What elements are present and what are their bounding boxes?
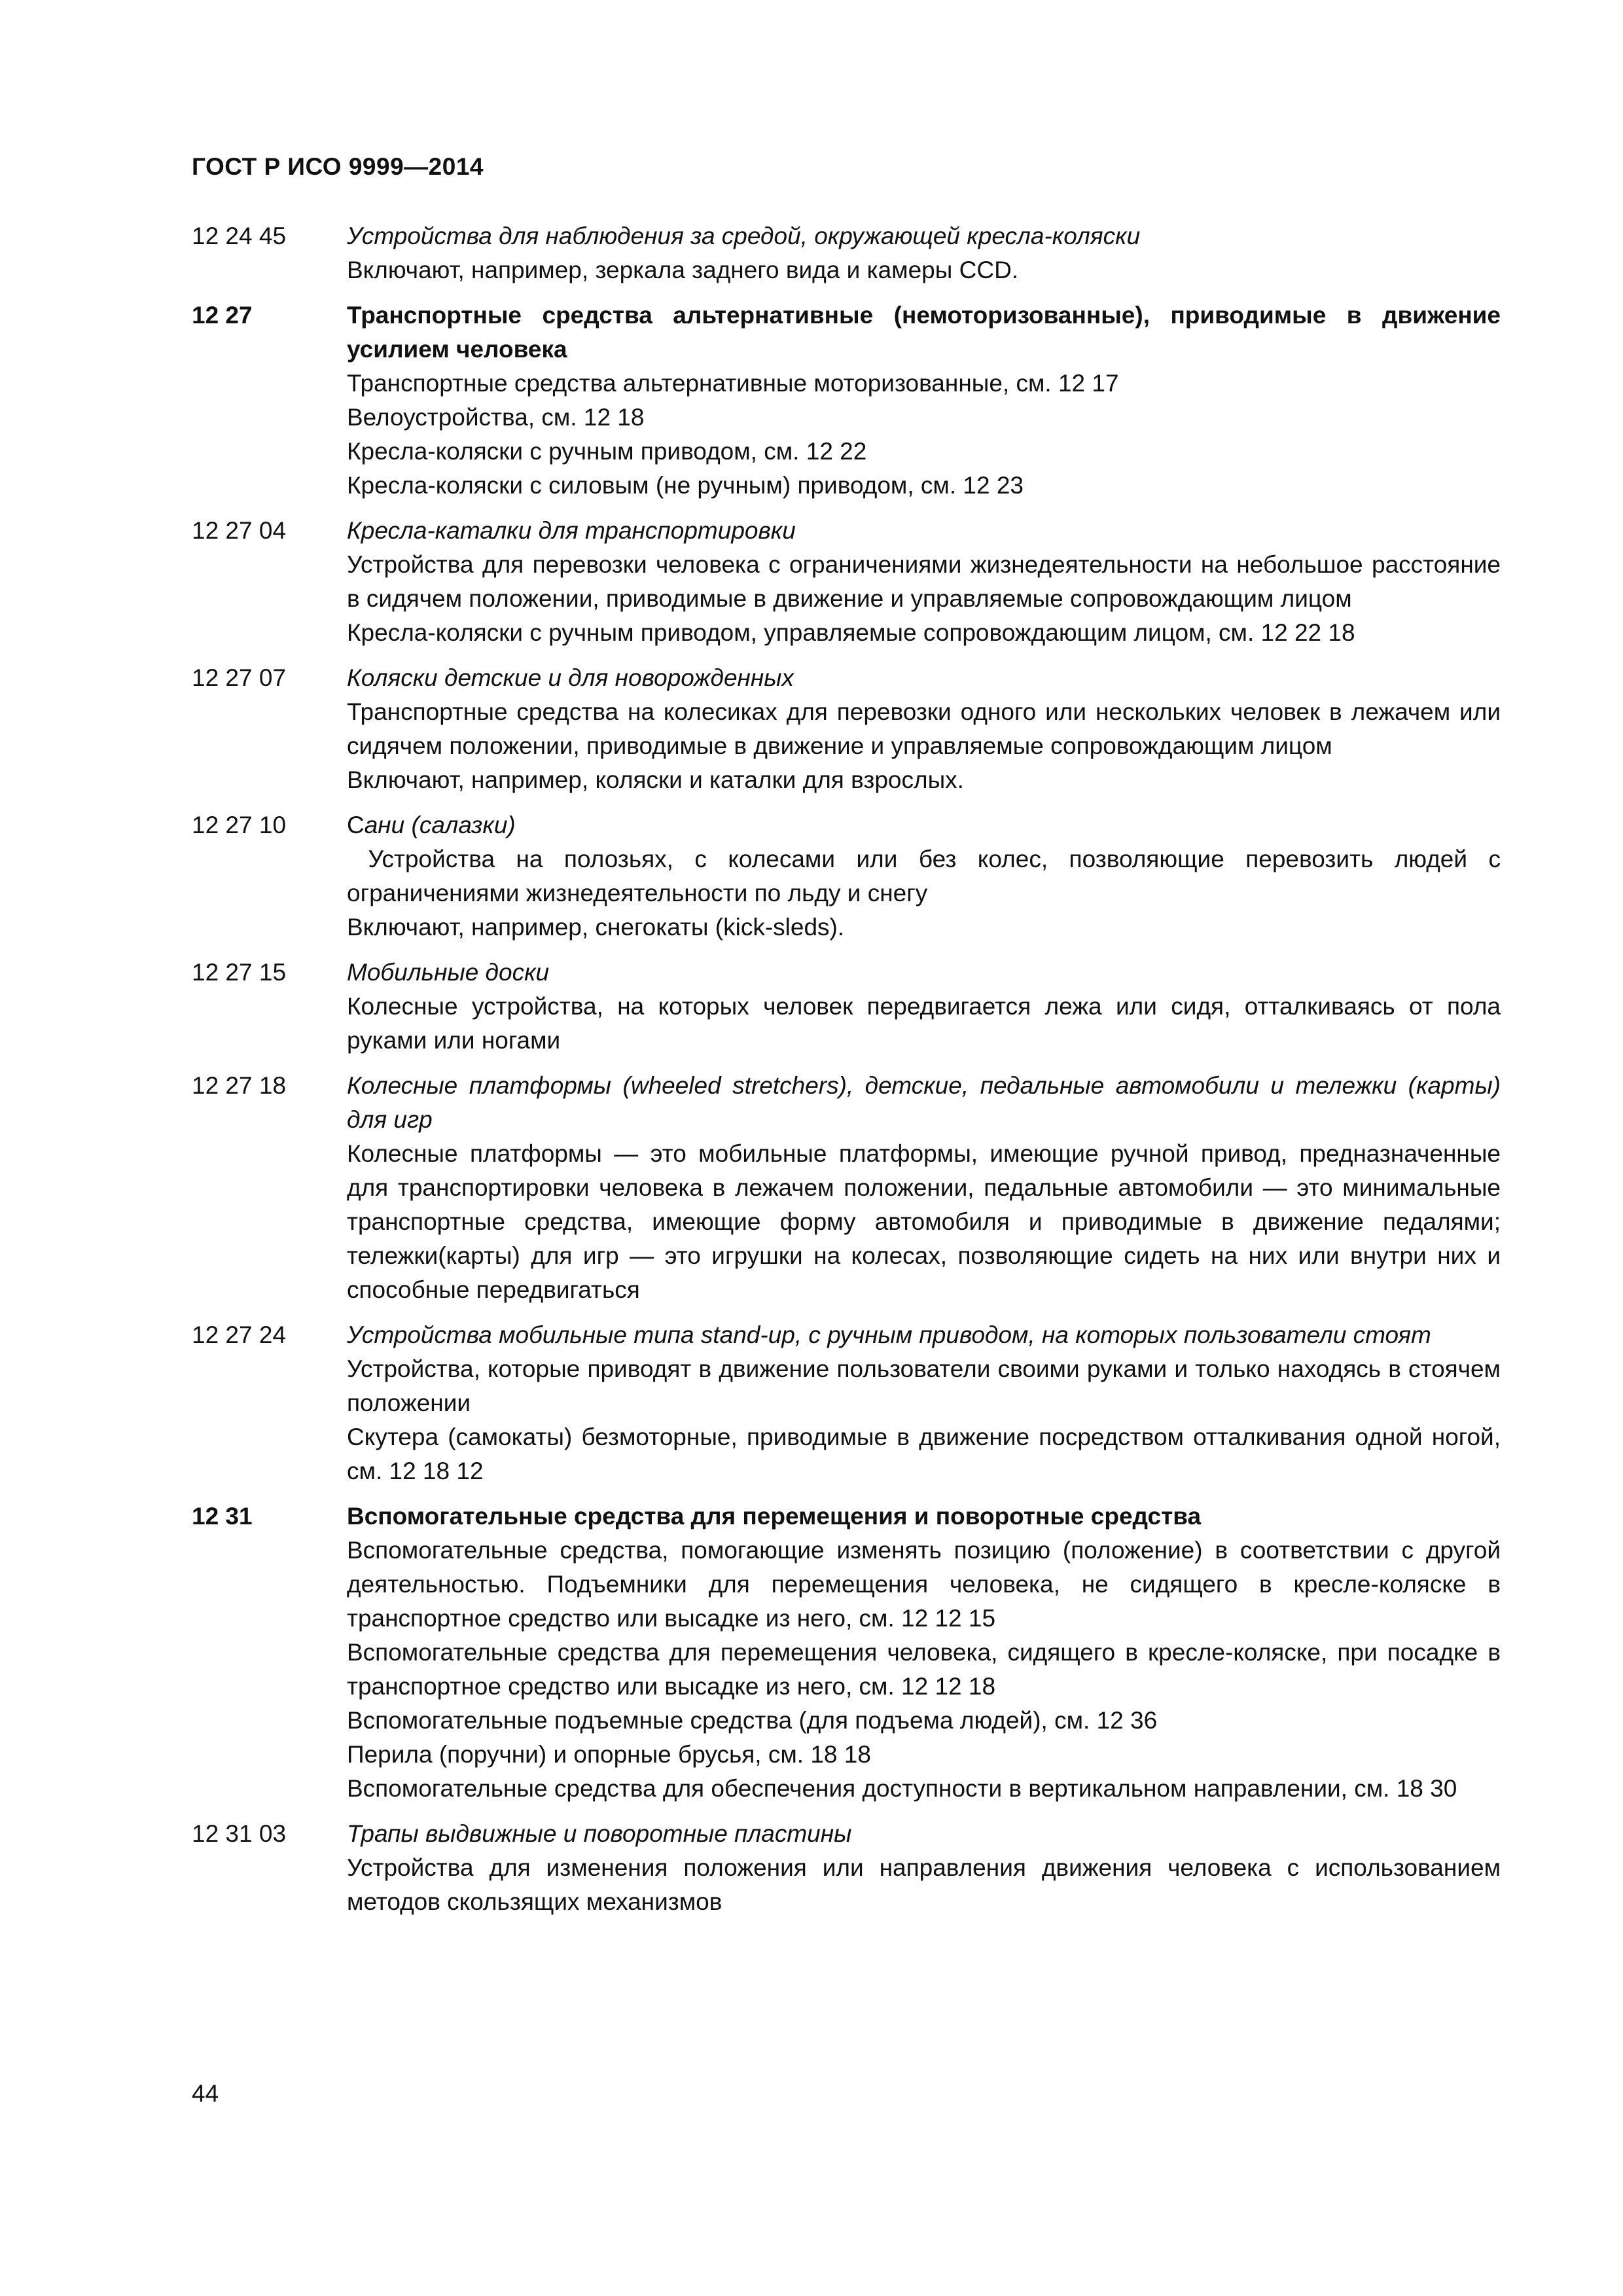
entry-body	[347, 1318, 1501, 1488]
entry-12-27-07	[192, 661, 1501, 797]
entry-12-24-45	[192, 219, 1501, 287]
entry-title-prefix: С	[347, 812, 365, 838]
entry-title: Коляски детские и для новорожденных	[347, 664, 794, 691]
entry-body	[347, 956, 1501, 1058]
entry-12-27-18	[192, 1069, 1501, 1307]
entry-12-31-03	[192, 1817, 1501, 1919]
entry-12-27-10	[192, 808, 1508, 944]
entry-text: Колесные устройства, на которых человек передвигается лежа или сидя, отталкиваясь от пола руками или ногами	[347, 993, 1501, 1054]
entry-body	[347, 514, 1501, 650]
entry-12-27	[192, 298, 1501, 503]
entry-title: Колесные платформы (wheeled stretchers), детские, педальные автомобили и тележки (карты) для игр	[347, 1072, 1501, 1133]
entry-text: Вспомогательные средства, помогающие изменять позицию (положение) в соответствии с другой деятельностью. Подъемники для перемещения человека, не сидящего в кресле-коляске в транспортное средство или высадке из него, см. 12 12 15	[347, 1537, 1501, 1632]
entry-title: Кресла-каталки для транспортировки	[347, 517, 796, 544]
entry-code: 12 27 24	[192, 1321, 287, 1348]
entry-text: Кресла-коляски с ручным приводом, см. 12 22	[347, 438, 867, 465]
entry-title-rest: ани (салазки)	[364, 812, 516, 838]
entry-text: Устройства на полозьях, с колесами или без колес, позволяющие перевозить людей с ограничениями жизнедеятельности по льду и снегу	[347, 846, 1508, 906]
entry-text: Вспомогательные средства для обеспечения доступности в вертикальном направлении, см. 18 30	[347, 1775, 1457, 1802]
entry-code: 12 24 45	[192, 223, 287, 249]
entry-body	[347, 219, 1501, 287]
entry-code: 12 27 15	[192, 959, 287, 986]
entry-12-27-04	[192, 514, 1501, 650]
entry-code: 12 27 04	[192, 517, 287, 544]
entry-text: Устройства для перевозки человека с ограничениями жизнедеятельности на небольшое расстояние в сидячем положении, приводимые в движение и управляемые сопровождающим лицом	[347, 551, 1501, 612]
entry-code: 12 27 10	[192, 812, 287, 838]
document-header: ГОСТ Р ИСО 9999—2014	[192, 153, 484, 180]
entry-code: 12 31 03	[192, 1820, 287, 1847]
entry-text: Велоустройства, см. 12 18	[347, 404, 645, 431]
entry-body	[347, 1499, 1501, 1806]
entry-body	[347, 661, 1501, 797]
entry-text: Транспортные средства на колесиках для перевозки одного или нескольких человек в лежачем или сидячем положении, приводимые в движение и управляемые сопровождающим лицом	[347, 698, 1501, 759]
entry-text: Колесные платформы — это мобильные платформы, имеющие ручной привод, предназначенные для транспортировки человека в лежачем положении, педальные автомобили — это минимальные транспортные средства, имеющие форму автомобиля и приводимые в движение педалями; тележки(карты) для игр — это игрушки на колесах, позволяющие сидеть на них или внутри них и способные передвигаться	[347, 1140, 1501, 1303]
entry-12-27-24	[192, 1318, 1501, 1488]
entry-code: 12 31	[192, 1503, 253, 1530]
entry-title: Мобильные доски	[347, 959, 550, 986]
entry-12-31	[192, 1499, 1501, 1806]
entry-body	[347, 1069, 1501, 1307]
entry-body	[347, 808, 1508, 944]
entry-text: Транспортные средства альтернативные моторизованные, см. 12 17	[347, 370, 1119, 397]
entry-text: Перила (поручни) и опорные брусья, см. 18 18	[347, 1741, 871, 1768]
entry-text: Включают, например, снегокаты (kick-sleds).	[347, 914, 845, 941]
entry-title: Транспортные средства альтернативные (немоторизованные), приводимые в движение усилием человека	[347, 302, 1501, 363]
entry-text: Вспомогательные подъемные средства (для подъема людей), см. 12 36	[347, 1707, 1158, 1734]
entry-title: Устройства мобильные типа stand-up, с ручным приводом, на которых пользователи стоят	[347, 1321, 1431, 1348]
entry-text: Кресла-коляски с силовым (не ручным) приводом, см. 12 23	[347, 472, 1024, 499]
entry-title	[347, 808, 1501, 842]
entry-code: 12 27	[192, 302, 253, 329]
entry-body	[347, 298, 1501, 503]
entry-text: Кресла-коляски с ручным приводом, управляемые сопровождающим лицом, см. 12 22 18	[347, 619, 1355, 646]
entry-text: Включают, например, зеркала заднего вида и камеры CCD.	[347, 257, 1019, 283]
entry-body	[347, 1817, 1501, 1919]
entry-text: Устройства для изменения положения или направления движения человека с использованием методов скользящих механизмов	[347, 1854, 1501, 1915]
classification-list	[192, 219, 1508, 1930]
entry-text: Устройства, которые приводят в движение пользователи своими руками и только находясь в стоячем положении	[347, 1355, 1501, 1416]
entry-12-27-15	[192, 956, 1501, 1058]
entry-text: Скутера (самокаты) безмоторные, приводимые в движение посредством отталкивания одной ногой, см. 12 18 12	[347, 1424, 1501, 1484]
entry-code: 12 27 07	[192, 664, 287, 691]
page-number: 44	[192, 2080, 219, 2107]
entry-text: Включают, например, коляски и каталки для взрослых.	[347, 766, 964, 793]
entry-title: Устройства для наблюдения за средой, окружающей кресла-коляски	[347, 223, 1141, 249]
entry-code: 12 27 18	[192, 1072, 287, 1099]
entry-title: Вспомогательные средства для перемещения и поворотные средства	[347, 1503, 1202, 1530]
entry-text: Вспомогательные средства для перемещения человека, сидящего в кресле-коляске, при посадке в транспортное средство или высадке из него, см. 12 12 18	[347, 1639, 1501, 1700]
entry-title: Трапы выдвижные и поворотные пластины	[347, 1820, 852, 1847]
